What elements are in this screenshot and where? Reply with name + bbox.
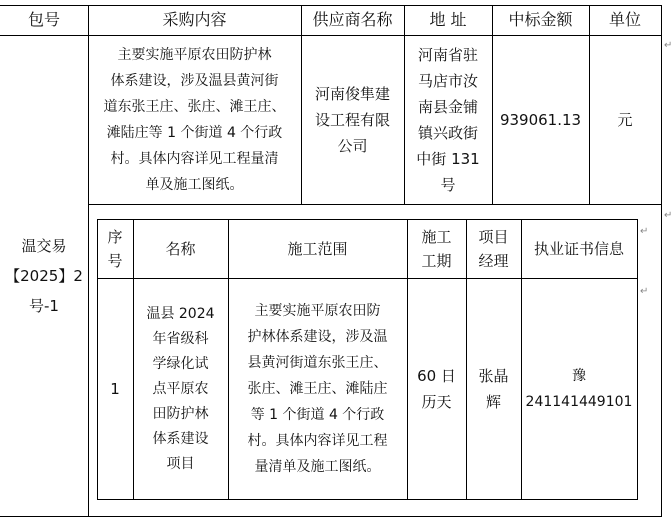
header-amount: 中标金额 <box>508 10 573 29</box>
procurement-content: 主要实施平原农田防护林 体系建设，涉及温县黄河街 道东张王庄、张庄、滩王庄、 滩陆庄等 1 个街道 4 个行政 村。具体内容详见工程量清 单及施工图纸。 <box>103 47 286 193</box>
table-right-border <box>661 5 662 517</box>
header-supplier: 供应商名称 <box>312 10 393 29</box>
sub-seq: 1 <box>110 380 120 398</box>
table-bottom-border <box>0 516 662 517</box>
sub-header-name: 名称 <box>165 240 196 258</box>
sub-header-period: 施工 工期 <box>421 228 452 270</box>
supplier-name: 河南俊隼建 设工程有限 公司 <box>314 85 390 155</box>
project-name: 温县 2024 年省级科 学绿化试 点平原农 田防护林 体系建设 项目 <box>146 305 215 472</box>
header-unit: 单位 <box>608 10 641 29</box>
paragraph-mark: ↵ <box>664 40 672 51</box>
project-manager: 张晶 辉 <box>478 367 509 411</box>
sub-header-cert: 执业证书信息 <box>533 240 624 258</box>
header-content: 采购内容 <box>162 10 227 29</box>
main-row-bottom-border <box>88 204 662 205</box>
sub-col-6 <box>637 219 638 500</box>
paragraph-mark: ↵ <box>664 210 672 221</box>
certificate-info: 豫 241141449101 <box>525 368 633 410</box>
sub-table-bottom <box>97 499 638 500</box>
supplier-address: 河南省驻 马店市汝 南县金铺 镇兴政街 中街 131 号 <box>416 46 480 194</box>
sub-header-manager: 项目 经理 <box>478 228 509 270</box>
construction-period: 60 日 历天 <box>417 367 456 411</box>
paragraph-mark: ↵ <box>640 286 649 297</box>
sub-header-scope: 施工范围 <box>287 240 348 258</box>
header-address: 地 址 <box>429 10 467 29</box>
currency-unit: 元 <box>617 111 633 129</box>
header-package-no: 包号 <box>27 10 60 29</box>
package-number: 温交易 【2025】2 号-1 <box>5 237 83 315</box>
paragraph-mark: ↵ <box>640 226 649 237</box>
sub-header-seq: 序 号 <box>107 228 123 270</box>
winning-amount: 939061.13 <box>499 111 582 129</box>
construction-scope: 主要实施平原农田防 护林体系建设，涉及温 县黄河街道东张王庄、 张庄、滩王庄、滩陆庄 等 1 个街道 4 个行政 村。具体内容详见工程 量清单及施工图纸。 <box>247 303 388 475</box>
